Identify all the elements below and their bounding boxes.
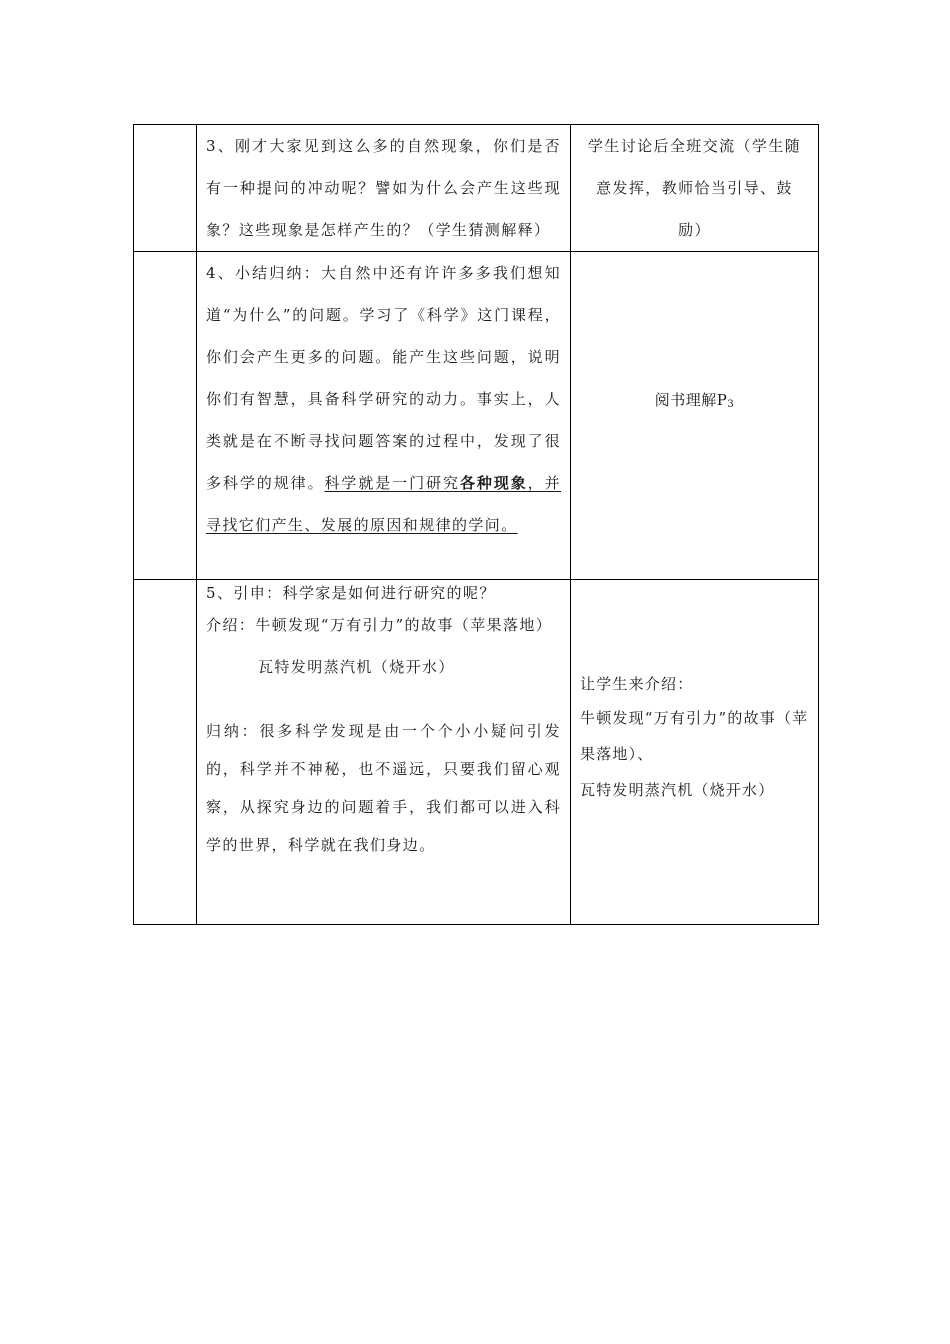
student-activity-text (571, 388, 818, 443)
conclusion-paragraph: 归纳：很多科学发现是由一个个小小疑问引发的，科学并不神秘，也不遥远，只要我们留心观察，从探究身边的问题着手，我们都可以进入科学的世界，科学就在我们身边。 (206, 722, 561, 854)
table-row (134, 125, 819, 252)
teaching-content-cell (197, 252, 571, 580)
stage-cell (134, 125, 197, 252)
lesson-plan-table (133, 124, 819, 925)
table-row (134, 580, 819, 925)
stage-cell (134, 580, 197, 925)
student-activity-text: 学生讨论后全班交流（学生随意发挥，教师恰当引导、鼓励） (587, 137, 802, 239)
student-activity-text (571, 580, 818, 808)
newton-story-line: 介绍：牛顿发现“万有引力”的故事（苹果落地） (206, 616, 553, 634)
activity-watt: 瓦特发明蒸汽机（烧开水） (580, 781, 775, 799)
teaching-content-cell (197, 580, 571, 925)
definition-text-underlined: 科学就是一门研究 (324, 474, 460, 492)
intro-line: 5、引申：科学家是如何进行研究的呢？ (206, 584, 496, 602)
stage-cell (134, 252, 197, 580)
page-number-subscript: 3 (727, 399, 735, 410)
student-activity-cell (571, 252, 819, 580)
table-row (134, 252, 819, 580)
student-activity-cell (571, 125, 819, 252)
reading-instruction: 阅书理解P (654, 391, 728, 409)
teaching-content-text (197, 580, 570, 864)
definition-emphasis: 各种现象 (459, 474, 528, 492)
teaching-content-text (197, 252, 570, 546)
student-activity-cell (571, 580, 819, 925)
summary-text: 4、小结归纳：大自然中还有许许多多我们想知道“为什么”的问题。学习了《科学》这门课程，你们会产生更多的问题。能产生这些问题，说明你们有智慧，具备科学研究的动力。事实上，人类就是在不断寻找问题答案的过程中，发现了很多科学的规律。 (206, 264, 561, 492)
teaching-content-cell (197, 125, 571, 252)
spacer (206, 690, 561, 712)
watt-story-line: 瓦特发明蒸汽机（烧开水） (258, 658, 455, 676)
activity-intro: 让学生来介绍： (580, 675, 694, 693)
definition-text-underlined-end: ，并寻找它们产生、发展的原因和规律的学问。 (206, 474, 561, 534)
activity-newton: 牛顿发现“万有引力”的故事（苹果落地）、 (580, 709, 809, 763)
teaching-content-text: 3、刚才大家见到这么多的自然现象，你们是否有一种提问的冲动呢？譬如为什么会产生这些现象？这些现象是怎样产生的？（学生猜测解释） (206, 137, 561, 239)
